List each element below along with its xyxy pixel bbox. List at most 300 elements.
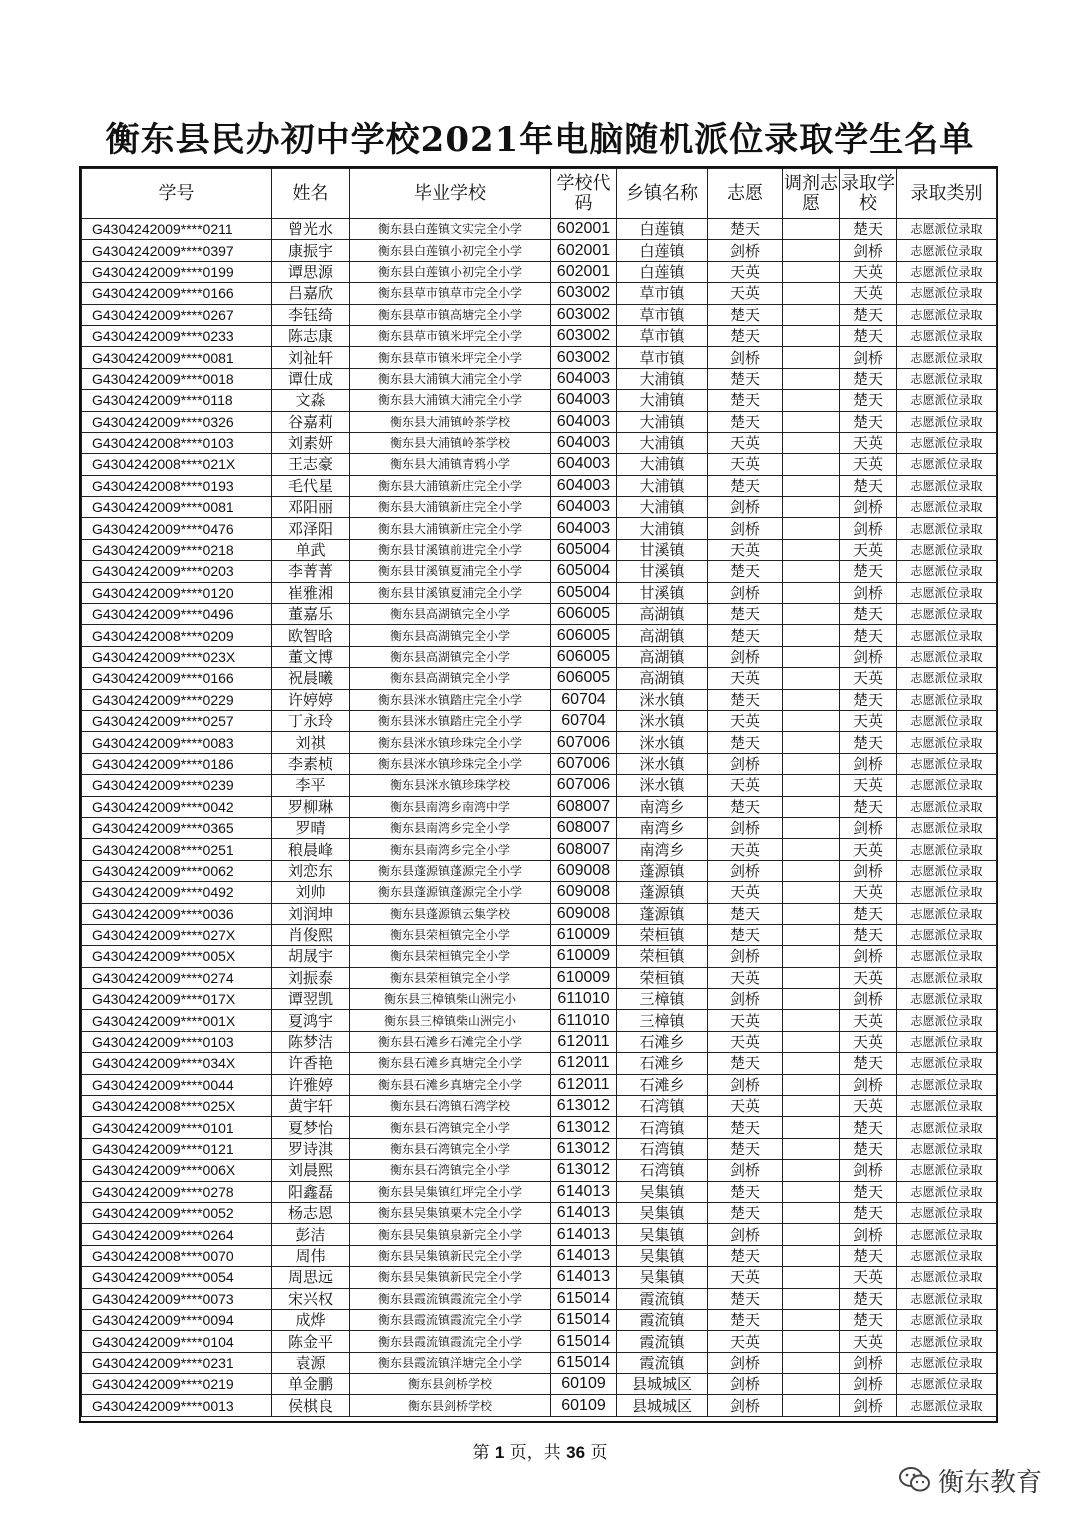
cell-student-id: G4304242009****0219 [82,1374,272,1395]
cell-admitted-school: 天英 [840,668,897,689]
table-row [82,1117,997,1138]
cell-choice: 楚天 [708,1245,783,1266]
cell-admitted-school: 剑桥 [840,582,897,603]
cell-student-name: 崔雅湘 [272,582,350,603]
cell-township: 石滩乡 [617,1031,708,1052]
cell-admitted-school: 楚天 [840,625,897,646]
cell-choice: 楚天 [708,411,783,432]
table-row [82,1053,997,1074]
cell-admission-type: 志愿派位录取 [897,390,997,411]
cell-admission-type: 志愿派位录取 [897,1267,997,1288]
cell-graduate-school: 衡东县荣桓镇完全小学 [350,946,551,967]
cell-choice: 天英 [708,710,783,731]
cell-graduate-school: 衡东县大浦镇大浦完全小学 [350,390,551,411]
cell-student-id: G4304242009****0492 [82,882,272,903]
cell-school-code: 610009 [551,946,617,967]
cell-graduate-school: 衡东县洣水镇珍珠完全小学 [350,753,551,774]
cell-admission-type: 志愿派位录取 [897,1010,997,1031]
cell-admission-type: 志愿派位录取 [897,1181,997,1202]
cell-township: 石湾镇 [617,1138,708,1159]
cell-adjust-choice [783,1224,840,1245]
cell-township: 甘溪镇 [617,539,708,560]
cell-admitted-school: 楚天 [840,924,897,945]
cell-admission-type: 志愿派位录取 [897,561,997,582]
table-row [82,1031,997,1052]
cell-school-code: 606005 [551,604,617,625]
cell-choice: 剑桥 [708,347,783,368]
cell-student-id: G4304242009****005X [82,946,272,967]
cell-admission-type: 志愿派位录取 [897,582,997,603]
cell-admitted-school: 剑桥 [840,1395,897,1416]
cell-adjust-choice [783,261,840,282]
header-choice: 志愿 [708,169,783,219]
cell-school-code: 612011 [551,1053,617,1074]
cell-adjust-choice [783,1096,840,1117]
table-row [82,1267,997,1288]
cell-adjust-choice [783,882,840,903]
cell-township: 蓬源镇 [617,860,708,881]
admission-table [81,168,997,1417]
table-row [82,240,997,261]
cell-choice: 楚天 [708,561,783,582]
cell-student-name: 康振宇 [272,240,350,261]
cell-admitted-school: 天英 [840,261,897,282]
cell-adjust-choice [783,903,840,924]
cell-township: 大浦镇 [617,411,708,432]
cell-student-id: G4304242009****0104 [82,1331,272,1352]
cell-student-id: G4304242009****0083 [82,732,272,753]
cell-adjust-choice [783,753,840,774]
cell-student-id: G4304242009****0120 [82,582,272,603]
cell-student-id: G4304242009****0186 [82,753,272,774]
cell-school-code: 614013 [551,1181,617,1202]
cell-school-code: 60109 [551,1374,617,1395]
cell-choice: 天英 [708,775,783,796]
cell-admission-type: 志愿派位录取 [897,1053,997,1074]
cell-student-id: G4304242009****0203 [82,561,272,582]
cell-choice: 楚天 [708,796,783,817]
cell-choice: 楚天 [708,1288,783,1309]
cell-graduate-school: 衡东县霞流镇洋塘完全小学 [350,1352,551,1373]
cell-admission-type: 志愿派位录取 [897,261,997,282]
cell-student-id: G4304242009****006X [82,1160,272,1181]
cell-student-id: G4304242008****0251 [82,839,272,860]
cell-admission-type: 志愿派位录取 [897,1096,997,1117]
cell-student-name: 罗柳琳 [272,796,350,817]
cell-admitted-school: 剑桥 [840,1374,897,1395]
cell-student-name: 李素桢 [272,753,350,774]
cell-graduate-school: 衡东县石湾镇完全小学 [350,1160,551,1181]
cell-graduate-school: 衡东县南湾乡南湾中学 [350,796,551,817]
cell-school-code: 607006 [551,753,617,774]
cell-student-name: 谭思源 [272,261,350,282]
cell-township: 白莲镇 [617,219,708,240]
header-admission-type: 录取类别 [897,169,997,219]
table-row [82,1245,997,1266]
cell-adjust-choice [783,1117,840,1138]
cell-township: 高湖镇 [617,625,708,646]
cell-graduate-school: 衡东县高湖镇完全小学 [350,646,551,667]
table-row [82,882,997,903]
cell-admitted-school: 剑桥 [840,347,897,368]
cell-school-code: 605004 [551,582,617,603]
cell-admitted-school: 楚天 [840,475,897,496]
cell-student-id: G4304242009****0081 [82,497,272,518]
cell-adjust-choice [783,1267,840,1288]
table-row [82,1074,997,1095]
cell-choice: 楚天 [708,1053,783,1074]
cell-admission-type: 志愿派位录取 [897,1245,997,1266]
cell-township: 高湖镇 [617,646,708,667]
cell-admission-type: 志愿派位录取 [897,989,997,1010]
cell-admitted-school: 楚天 [840,1181,897,1202]
cell-choice: 天英 [708,839,783,860]
cell-student-name: 侯棋良 [272,1395,350,1416]
cell-township: 洣水镇 [617,689,708,710]
cell-township: 南湾乡 [617,817,708,838]
cell-student-name: 夏梦怡 [272,1117,350,1138]
cell-student-name: 邓阳丽 [272,497,350,518]
cell-student-name: 陈志康 [272,325,350,346]
cell-student-id: G4304242009****0052 [82,1202,272,1223]
cell-adjust-choice [783,1160,840,1181]
cell-student-name: 周伟 [272,1245,350,1266]
cell-township: 吴集镇 [617,1245,708,1266]
cell-graduate-school: 衡东县吴集镇新民完全小学 [350,1267,551,1288]
cell-admitted-school: 楚天 [840,561,897,582]
cell-student-id: G4304242008****0070 [82,1245,272,1266]
cell-school-code: 604003 [551,518,617,539]
cell-admitted-school: 楚天 [840,1202,897,1223]
cell-graduate-school: 衡东县大浦镇岭茶学校 [350,432,551,453]
cell-graduate-school: 衡东县大浦镇大浦完全小学 [350,368,551,389]
cell-graduate-school: 衡东县大浦镇岭茶学校 [350,411,551,432]
cell-student-id: G4304242009****0239 [82,775,272,796]
cell-student-id: G4304242008****021X [82,454,272,475]
wechat-icon [898,1465,932,1495]
cell-graduate-school: 衡东县高湖镇完全小学 [350,604,551,625]
cell-adjust-choice [783,304,840,325]
cell-graduate-school: 衡东县霞流镇霞流完全小学 [350,1331,551,1352]
table-row [82,1138,997,1159]
cell-admitted-school: 楚天 [840,325,897,346]
cell-school-code: 605004 [551,561,617,582]
table-row [82,1309,997,1330]
cell-graduate-school: 衡东县大浦镇新庄完全小学 [350,518,551,539]
cell-graduate-school: 衡东县荣桓镇完全小学 [350,967,551,988]
cell-graduate-school: 衡东县吴集镇栗木完全小学 [350,1202,551,1223]
cell-adjust-choice [783,240,840,261]
cell-choice: 天英 [708,283,783,304]
table-row [82,817,997,838]
table-row [82,561,997,582]
cell-admitted-school: 楚天 [840,1117,897,1138]
cell-graduate-school: 衡东县蓬源镇蓬源完全小学 [350,860,551,881]
table-row [82,368,997,389]
cell-admitted-school: 天英 [840,775,897,796]
cell-admission-type: 志愿派位录取 [897,860,997,881]
header-school-code: 学校代码 [551,169,617,219]
cell-admitted-school: 天英 [840,710,897,731]
cell-student-name: 谭翌凯 [272,989,350,1010]
cell-admission-type: 志愿派位录取 [897,839,997,860]
cell-student-id: G4304242009****0267 [82,304,272,325]
cell-student-name: 宋兴权 [272,1288,350,1309]
cell-admission-type: 志愿派位录取 [897,475,997,496]
cell-township: 石湾镇 [617,1117,708,1138]
cell-adjust-choice [783,1309,840,1330]
cell-student-id: G4304242009****027X [82,924,272,945]
cell-graduate-school: 衡东县甘溪镇前进完全小学 [350,539,551,560]
cell-student-name: 曾光水 [272,219,350,240]
cell-adjust-choice [783,796,840,817]
cell-student-id: G4304242009****0274 [82,967,272,988]
cell-graduate-school: 衡东县洣水镇珍珠完全小学 [350,732,551,753]
cell-student-id: G4304242009****023X [82,646,272,667]
cell-admitted-school: 天英 [840,1331,897,1352]
cell-student-name: 刘帅 [272,882,350,903]
table-row [82,710,997,731]
cell-admission-type: 志愿派位录取 [897,689,997,710]
cell-adjust-choice [783,411,840,432]
cell-admission-type: 志愿派位录取 [897,518,997,539]
cell-school-code: 603002 [551,283,617,304]
cell-school-code: 603002 [551,325,617,346]
cell-graduate-school: 衡东县荣桓镇完全小学 [350,924,551,945]
cell-student-name: 谷嘉莉 [272,411,350,432]
cell-township: 大浦镇 [617,454,708,475]
cell-student-name: 谭仕成 [272,368,350,389]
cell-student-name: 杨志恩 [272,1202,350,1223]
cell-choice: 楚天 [708,732,783,753]
cell-graduate-school: 衡东县大浦镇新庄完全小学 [350,497,551,518]
cell-school-code: 606005 [551,625,617,646]
cell-student-name: 阳鑫磊 [272,1181,350,1202]
cell-adjust-choice [783,732,840,753]
cell-student-id: G4304242009****034X [82,1053,272,1074]
cell-township: 吴集镇 [617,1181,708,1202]
cell-student-id: G4304242008****0193 [82,475,272,496]
cell-student-id: G4304242009****0101 [82,1117,272,1138]
cell-township: 县城城区 [617,1395,708,1416]
cell-admitted-school: 剑桥 [840,518,897,539]
table-row [82,454,997,475]
cell-graduate-school: 衡东县霞流镇霞流完全小学 [350,1288,551,1309]
table-row [82,518,997,539]
table-row [82,283,997,304]
table-row [82,989,997,1010]
cell-school-code: 613012 [551,1138,617,1159]
table-row [82,732,997,753]
cell-choice: 楚天 [708,625,783,646]
cell-township: 霞流镇 [617,1288,708,1309]
cell-school-code: 604003 [551,454,617,475]
cell-student-name: 彭洁 [272,1224,350,1245]
table-row [82,304,997,325]
table-row [82,432,997,453]
cell-choice: 剑桥 [708,1160,783,1181]
header-student-id: 学号 [82,169,272,219]
cell-adjust-choice [783,1395,840,1416]
cell-student-name: 祝晨曦 [272,668,350,689]
cell-student-id: G4304242009****0018 [82,368,272,389]
cell-township: 洣水镇 [617,775,708,796]
cell-graduate-school: 衡东县蓬源镇云集学校 [350,903,551,924]
cell-township: 石湾镇 [617,1160,708,1181]
cell-choice: 剑桥 [708,582,783,603]
cell-choice: 剑桥 [708,518,783,539]
cell-student-id: G4304242009****0121 [82,1138,272,1159]
cell-student-name: 黄宇轩 [272,1096,350,1117]
cell-school-code: 611010 [551,1010,617,1031]
cell-student-id: G4304242009****0103 [82,1031,272,1052]
table-row [82,924,997,945]
cell-graduate-school: 衡东县霞流镇霞流完全小学 [350,1309,551,1330]
cell-admission-type: 志愿派位录取 [897,946,997,967]
cell-choice: 楚天 [708,219,783,240]
cell-township: 石滩乡 [617,1053,708,1074]
cell-admitted-school: 剑桥 [840,1074,897,1095]
cell-school-code: 614013 [551,1245,617,1266]
cell-choice: 天英 [708,1010,783,1031]
cell-adjust-choice [783,1074,840,1095]
cell-school-code: 615014 [551,1331,617,1352]
cell-admission-type: 志愿派位录取 [897,796,997,817]
cell-choice: 楚天 [708,689,783,710]
cell-choice: 剑桥 [708,497,783,518]
footer-total-pages: 36 [566,1443,586,1462]
cell-admitted-school: 剑桥 [840,753,897,774]
cell-admission-type: 志愿派位录取 [897,1224,997,1245]
cell-student-name: 毛代星 [272,475,350,496]
cell-student-name: 成烨 [272,1309,350,1330]
cell-choice: 剑桥 [708,753,783,774]
cell-admission-type: 志愿派位录取 [897,1352,997,1373]
table-row [82,689,997,710]
cell-admission-type: 志愿派位录取 [897,817,997,838]
cell-choice: 楚天 [708,1181,783,1202]
cell-school-code: 608007 [551,839,617,860]
cell-choice: 楚天 [708,304,783,325]
cell-student-name: 袁源 [272,1352,350,1373]
cell-graduate-school: 衡东县白莲镇文实完全小学 [350,219,551,240]
cell-student-id: G4304242009****0278 [82,1181,272,1202]
cell-choice: 剑桥 [708,646,783,667]
cell-admission-type: 志愿派位录取 [897,1117,997,1138]
cell-adjust-choice [783,1374,840,1395]
cell-school-code: 609008 [551,903,617,924]
cell-graduate-school: 衡东县吴集镇泉新完全小学 [350,1224,551,1245]
cell-admitted-school: 剑桥 [840,1224,897,1245]
table-row [82,1224,997,1245]
footer-suffix: 页 [590,1443,608,1463]
cell-admitted-school: 剑桥 [840,1160,897,1181]
cell-graduate-school: 衡东县高湖镇完全小学 [350,668,551,689]
cell-admitted-school: 剑桥 [840,989,897,1010]
cell-choice: 天英 [708,882,783,903]
cell-student-id: G4304242009****0476 [82,518,272,539]
cell-student-name: 刘晨熙 [272,1160,350,1181]
cell-choice: 楚天 [708,1309,783,1330]
cell-graduate-school: 衡东县大浦镇青鸦小学 [350,454,551,475]
cell-graduate-school: 衡东县高湖镇完全小学 [350,625,551,646]
cell-township: 吴集镇 [617,1267,708,1288]
cell-admission-type: 志愿派位录取 [897,347,997,368]
cell-school-code: 612011 [551,1031,617,1052]
cell-admission-type: 志愿派位录取 [897,304,997,325]
cell-admission-type: 志愿派位录取 [897,1288,997,1309]
cell-admitted-school: 剑桥 [840,646,897,667]
cell-student-name: 丁永玲 [272,710,350,731]
cell-student-name: 稂晨峰 [272,839,350,860]
cell-admission-type: 志愿派位录取 [897,646,997,667]
cell-choice: 天英 [708,1096,783,1117]
cell-school-code: 608007 [551,817,617,838]
cell-adjust-choice [783,1202,840,1223]
cell-choice: 天英 [708,1267,783,1288]
cell-adjust-choice [783,432,840,453]
cell-township: 大浦镇 [617,475,708,496]
cell-admission-type: 志愿派位录取 [897,668,997,689]
cell-graduate-school: 衡东县三樟镇柴山洲完小 [350,1010,551,1031]
cell-admission-type: 志愿派位录取 [897,732,997,753]
cell-township: 蓬源镇 [617,882,708,903]
table-row [82,1096,997,1117]
cell-student-name: 罗诗淇 [272,1138,350,1159]
cell-admission-type: 志愿派位录取 [897,497,997,518]
cell-township: 草市镇 [617,347,708,368]
cell-choice: 剑桥 [708,817,783,838]
cell-school-code: 603002 [551,347,617,368]
cell-admitted-school: 楚天 [840,1309,897,1330]
table-row [82,1160,997,1181]
cell-student-name: 文淼 [272,390,350,411]
cell-township: 霞流镇 [617,1352,708,1373]
table-row [82,347,997,368]
cell-admitted-school: 剑桥 [840,1352,897,1373]
cell-choice: 天英 [708,668,783,689]
cell-adjust-choice [783,860,840,881]
cell-admitted-school: 天英 [840,454,897,475]
table-row [82,1352,997,1373]
cell-township: 南湾乡 [617,839,708,860]
cell-township: 草市镇 [617,283,708,304]
cell-school-code: 609008 [551,882,617,903]
cell-choice: 剑桥 [708,1352,783,1373]
cell-adjust-choice [783,989,840,1010]
cell-student-id: G4304242009****0118 [82,390,272,411]
cell-student-name: 王志豪 [272,454,350,475]
cell-school-code: 615014 [551,1309,617,1330]
cell-admitted-school: 楚天 [840,1053,897,1074]
cell-admitted-school: 楚天 [840,390,897,411]
cell-admitted-school: 天英 [840,882,897,903]
cell-adjust-choice [783,1010,840,1031]
cell-student-id: G4304242009****0211 [82,219,272,240]
cell-student-id: G4304242009****0166 [82,668,272,689]
cell-school-code: 607006 [551,732,617,753]
cell-graduate-school: 衡东县草市镇米坪完全小学 [350,347,551,368]
footer-prefix: 第 [472,1443,490,1463]
cell-school-code: 609008 [551,860,617,881]
cell-student-id: G4304242009****0042 [82,796,272,817]
cell-admission-type: 志愿派位录取 [897,710,997,731]
cell-school-code: 613012 [551,1160,617,1181]
cell-school-code: 606005 [551,646,617,667]
cell-student-id: G4304242009****001X [82,1010,272,1031]
cell-adjust-choice [783,390,840,411]
table-row [82,582,997,603]
